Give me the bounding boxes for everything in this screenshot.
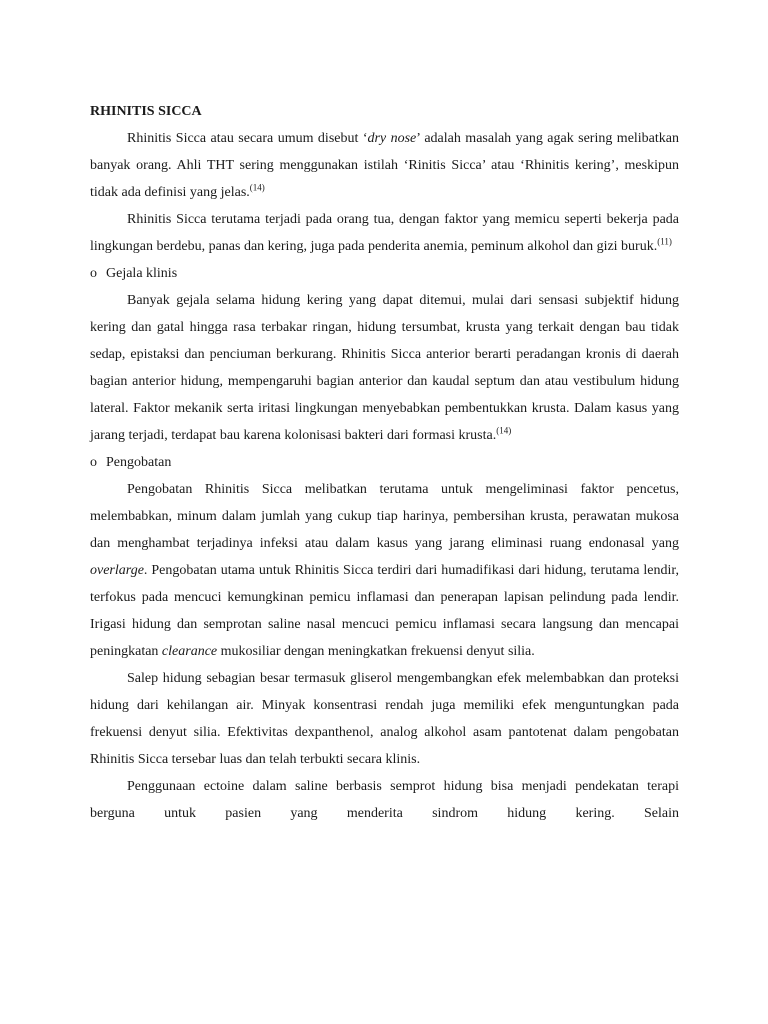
- emphasis-term: overlarge: [90, 563, 144, 578]
- bullet-heading-treatment: [90, 449, 679, 476]
- paragraph-text: Penggunaan ectoine dalam saline berbasis semprot hidung bisa menjadi pendekatan terapi berguna untuk pasien yang menderita sindrom hidung kering. Selain: [90, 779, 679, 821]
- paragraph-text: Pengobatan Rhinitis Sicca melibatkan terutama untuk mengeliminasi faktor pencetus, melembabkan, minum dalam jumlah yang cukup tiap harinya, pembersihan krusta, perawatan mukosa dan menghambat terjadinya infeksi atau dalam kasus yang jarang eliminasi ruang endonasal yang: [90, 482, 679, 551]
- paragraph-text: ’ adalah masalah yang agak sering melibatkan banyak orang. Ahli THT sering menggunakan istilah ‘Rinitis Sicca’ atau ‘Rhinitis kering’, meskipun tidak ada definisi yang jelas.: [90, 131, 679, 200]
- bullet-label: Gejala klinis: [106, 266, 178, 281]
- paragraph-definition: [90, 125, 679, 206]
- emphasis-term: clearance: [161, 644, 218, 659]
- emphasis-term: dry nose: [367, 131, 417, 146]
- paragraph-text: Rhinitis Sicca atau secara umum disebut ‘: [127, 131, 368, 146]
- bullet-label: Pengobatan: [106, 455, 172, 470]
- paragraph-ectoine: [90, 773, 679, 827]
- citation-ref: (14): [496, 425, 512, 436]
- citation-ref: (14): [249, 182, 265, 193]
- paragraph-text: mukosiliar dengan meningkatkan frekuensi denyut silia.: [217, 644, 535, 659]
- paragraph-text: . Pengobatan utama untuk Rhinitis Sicca terdiri dari humadifikasi dari hidung, terutama lendir, terfokus pada mencuci kemungkinan pemicu inflamasi dan penerapan lapisan pelindung pada lendir. Irigasi hidung dan semprotan saline nasal mencuci pemicu inflamasi secara langsung dan mencapai peningkatan: [90, 563, 679, 659]
- document-page: [90, 98, 679, 827]
- paragraph-ointment: [90, 665, 679, 773]
- bullet-heading-symptoms: [90, 260, 679, 287]
- document-title: RHINITIS SICCA: [90, 104, 202, 119]
- paragraph-text: Salep hidung sebagian besar termasuk gliserol mengembangkan efek melembabkan dan proteksi hidung dari kehilangan air. Minyak konsentrasi rendah juga memiliki efek menguntungkan pada frekuensi denyut silia. Efektivitas dexpanthenol, analog alkohol asam pantotenat dalam pengobatan Rhinitis Sicca tersebar luas dan telah terbukti secara klinis.: [90, 671, 679, 767]
- paragraph-symptoms: [90, 287, 679, 449]
- bullet-mark: o: [90, 455, 97, 470]
- bullet-mark: o: [90, 266, 97, 281]
- paragraph-text: Rhinitis Sicca terutama terjadi pada orang tua, dengan faktor yang memicu seperti bekerja pada lingkungan berdebu, panas dan kering, juga pada penderita anemia, peminum alkohol dan gizi buruk.: [90, 212, 679, 254]
- paragraph-risk-factors: [90, 206, 679, 260]
- paragraph-text: Banyak gejala selama hidung kering yang dapat ditemui, mulai dari sensasi subjektif hidung kering dan gatal hingga rasa terbakar ringan, hidung tersumbat, krusta yang terkait dengan bau tidak sedap, epistaksi dan penciuman berkurang. Rhinitis Sicca anterior berarti peradangan kronis di daerah bagian anterior hidung, mempengaruhi bagian anterior dan kaudal septum dan atau vestibulum hidung lateral. Faktor mekanik serta iritasi lingkungan menyebabkan pembentukkan krusta. Dalam kasus yang jarang terjadi, terdapat bau karena kolonisasi bakteri dari formasi krusta.: [90, 293, 679, 443]
- citation-ref: (11): [657, 236, 672, 247]
- paragraph-treatment: [90, 476, 679, 665]
